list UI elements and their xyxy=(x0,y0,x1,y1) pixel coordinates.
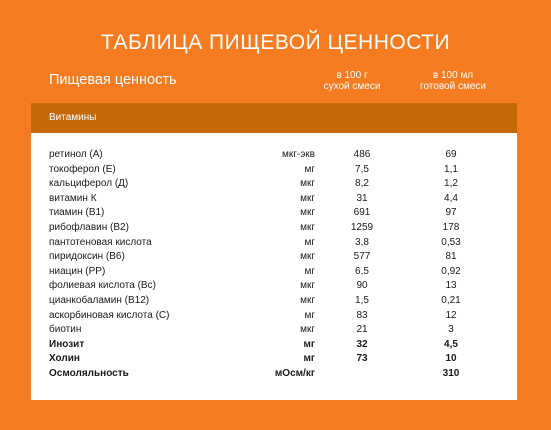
row-value-dry: 691 xyxy=(353,207,371,219)
row-value-dry: 3,8 xyxy=(355,236,369,248)
row-name: биотин xyxy=(49,324,82,336)
row-value-ready: 0,53 xyxy=(441,236,461,248)
row-value-dry: 21 xyxy=(356,324,368,336)
row-name: кальциферол (Д) xyxy=(49,178,129,190)
column-header-dry-line1: в 100 г xyxy=(336,70,368,81)
row-name: ретинол (А) xyxy=(49,149,103,160)
table-row xyxy=(49,221,489,236)
column-header-ready-line1: в 100 мл xyxy=(432,70,474,81)
row-value-ready: 1,1 xyxy=(444,163,458,175)
table-row xyxy=(49,338,489,353)
table-row xyxy=(49,192,489,207)
row-unit: мг xyxy=(304,163,315,175)
column-header-dry xyxy=(315,70,389,92)
section-band xyxy=(31,103,517,133)
row-unit: мкг xyxy=(300,324,315,336)
row-name: цианкобаламин (В12) xyxy=(49,294,150,306)
row-name: пантотеновая кислота xyxy=(49,236,152,248)
row-value-ready: 10 xyxy=(445,353,457,365)
row-unit: мг xyxy=(303,353,315,365)
row-value-ready: 4,5 xyxy=(444,338,458,350)
row-unit: мкг xyxy=(300,280,315,292)
row-name: Холин xyxy=(49,353,80,365)
row-name: тиамин (В1) xyxy=(49,207,105,219)
row-value-dry: 83 xyxy=(356,309,368,321)
nutrition-table xyxy=(49,148,489,382)
row-unit: мкг xyxy=(300,178,315,190)
row-value-ready: 13 xyxy=(445,280,457,292)
row-unit: мкг xyxy=(300,207,315,219)
row-value-ready: 310 xyxy=(442,367,460,379)
row-value-dry: 1,5 xyxy=(355,294,369,306)
row-name: токоферол (Е) xyxy=(49,163,116,175)
row-value-ready: 81 xyxy=(445,251,457,263)
row-name: ниацин (РР) xyxy=(49,265,106,277)
row-value-ready: 3 xyxy=(448,324,454,336)
row-name: Осмоляльность xyxy=(49,367,129,379)
table-row xyxy=(49,206,489,221)
table-row xyxy=(49,250,489,265)
row-value-dry: 486 xyxy=(353,149,371,160)
row-value-dry: 8,2 xyxy=(355,178,369,190)
row-value-ready: 178 xyxy=(442,221,460,233)
row-unit: мкг xyxy=(300,192,315,204)
row-name: Инозит xyxy=(49,338,85,350)
table-row xyxy=(49,309,489,324)
row-unit: мкг xyxy=(300,251,315,263)
table-row xyxy=(49,163,489,178)
row-unit: мкг-экв xyxy=(281,149,315,160)
row-value-dry: 32 xyxy=(356,338,368,350)
page-title: ТАБЛИЦА ПИЩЕВОЙ ЦЕННОСТИ xyxy=(100,31,451,54)
row-unit: мг xyxy=(304,236,315,248)
column-header-ready-line2: готовой смеси xyxy=(420,81,486,92)
row-value-ready: 4,4 xyxy=(444,192,458,204)
row-unit: мОсм/кг xyxy=(274,367,315,379)
row-value-dry: 90 xyxy=(356,280,368,292)
column-header-ready xyxy=(410,70,496,92)
row-value-dry: 7,5 xyxy=(355,163,369,175)
table-row xyxy=(49,294,489,309)
table-row xyxy=(49,279,489,294)
row-value-ready: 97 xyxy=(445,207,457,219)
row-unit: мг xyxy=(303,338,315,350)
table-row xyxy=(49,323,489,338)
row-value-dry: 577 xyxy=(353,251,371,263)
row-value-ready: 0,21 xyxy=(441,294,461,306)
row-value-dry: 1259 xyxy=(350,221,374,233)
row-name: пиридоксин (В6) xyxy=(49,251,125,263)
row-value-dry: 73 xyxy=(356,353,368,365)
row-unit: мкг xyxy=(300,294,315,306)
table-row xyxy=(49,177,489,192)
row-name: фолиевая кислота (Вс) xyxy=(49,280,156,292)
row-name: витамин К xyxy=(49,192,97,204)
column-header-dry-line2: сухой смеси xyxy=(323,81,381,92)
table-row xyxy=(49,352,489,367)
table-row xyxy=(49,265,489,280)
row-unit: мг xyxy=(304,309,315,321)
table-header-label: Пищевая ценность xyxy=(49,72,177,88)
table-row xyxy=(49,148,489,163)
row-value-ready: 12 xyxy=(445,309,457,321)
row-unit: мкг xyxy=(300,221,315,233)
row-value-ready: 1,2 xyxy=(444,178,458,190)
row-value-ready: 69 xyxy=(445,149,457,160)
table-row xyxy=(49,367,489,382)
row-unit: мг xyxy=(304,265,315,277)
row-name: аскорбиновая кислота (С) xyxy=(49,309,170,321)
row-value-dry: 31 xyxy=(356,192,368,204)
section-title: Витамины xyxy=(49,112,97,123)
row-value-dry: 6,5 xyxy=(355,265,369,277)
row-value-ready: 0,92 xyxy=(441,265,461,277)
row-name: рибофлавин (В2) xyxy=(49,221,129,233)
table-row xyxy=(49,236,489,251)
